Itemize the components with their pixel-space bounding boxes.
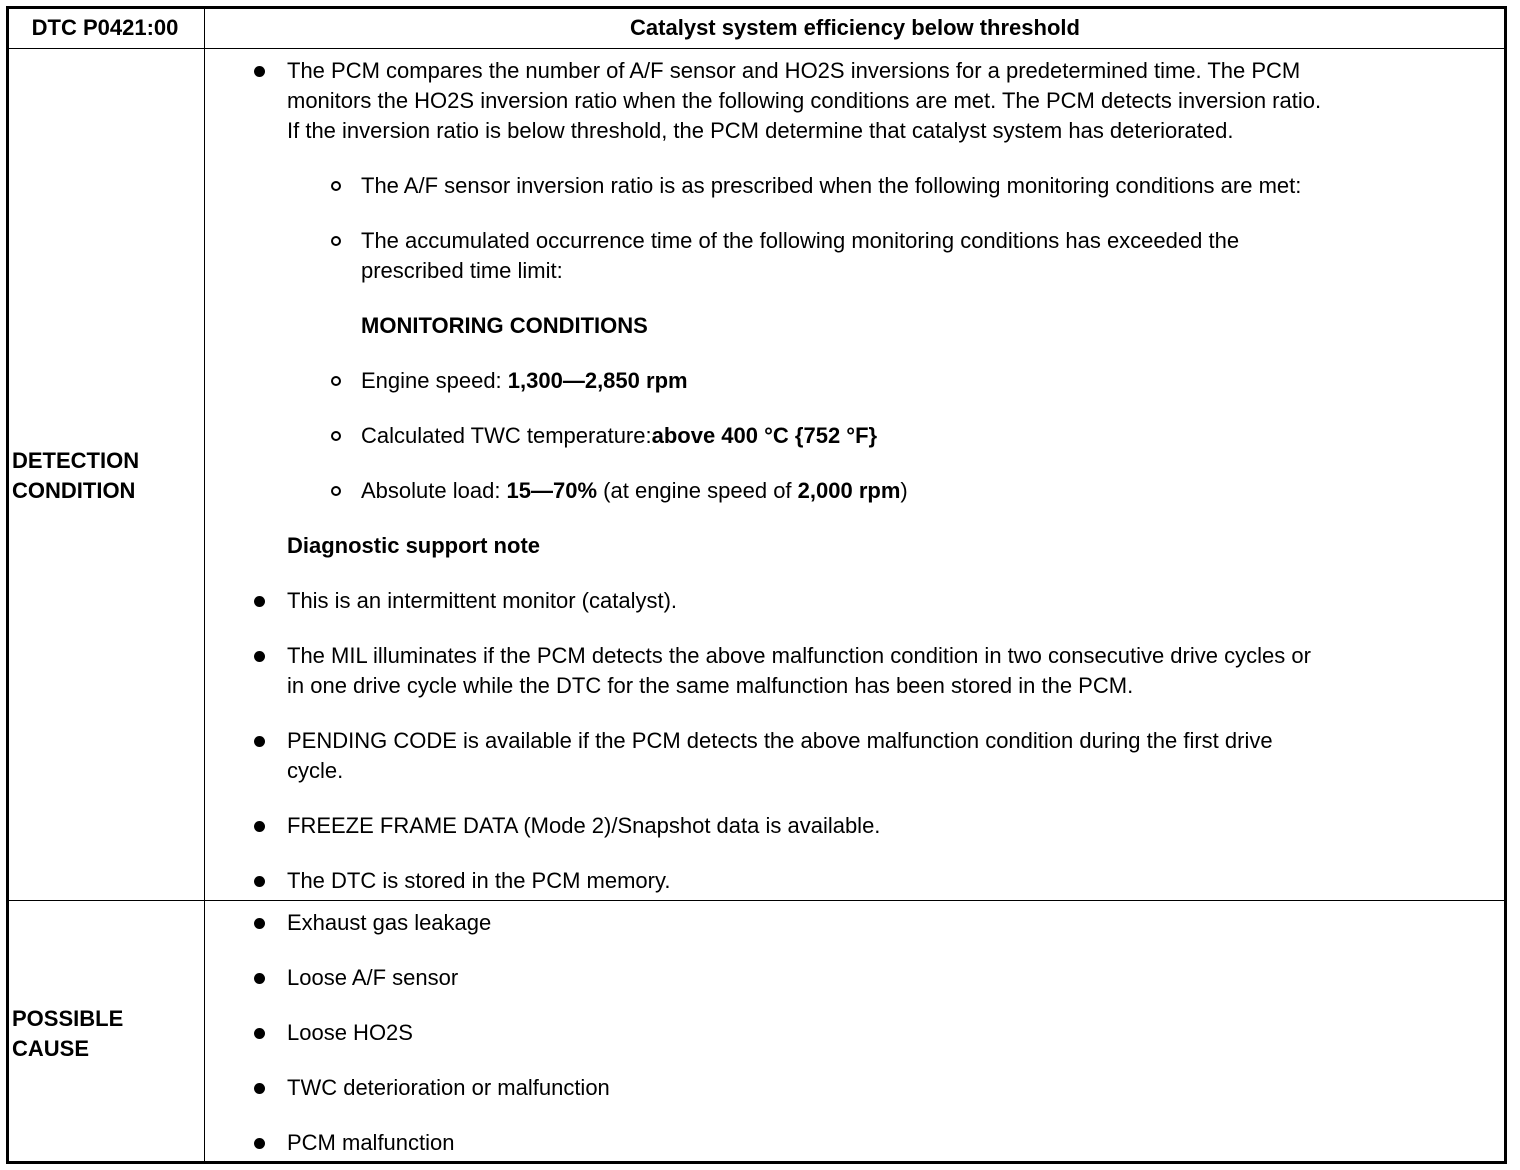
dtc-code: DTC P0421:00 (31, 15, 179, 40)
cause-item: Loose HO2S (287, 1020, 413, 1045)
column-divider (204, 6, 205, 1164)
bullet-icon (254, 821, 265, 832)
cause-item: Loose A/F sensor (287, 965, 459, 990)
note-dtc-stored: The DTC is stored in the PCM memory. (287, 868, 671, 893)
detection-intro: The PCM compares the number of A/F sensor and HO2S inversions for a predetermined time. The PCM monitors the HO2S inversion ratio when the following conditions are met. The PCM detects inversion ratio. If the inversion ratio is below threshold, the PCM determine that catalyst system has deteriorated. (287, 58, 1322, 143)
cause-item: Exhaust gas leakage (287, 910, 492, 935)
bullet-icon (254, 66, 265, 77)
possible-cause-label: POSSIBLE CAUSE (12, 1006, 124, 1061)
bullet-icon (254, 1028, 265, 1039)
bullet-icon (254, 876, 265, 887)
bullet-icon (254, 1083, 265, 1094)
absolute-load-condition: Absolute load: 15—70% (at engine speed of 2,000 rpm) (361, 478, 908, 503)
circle-bullet-icon (331, 236, 341, 246)
dtc-title: Catalyst system efficiency below threshold (630, 15, 1080, 40)
bullet-icon (254, 918, 265, 929)
monitoring-conditions-heading: MONITORING CONDITIONS (361, 313, 648, 338)
note-pending-code: PENDING CODE is available if the PCM detects the above malfunction condition during the first drive cycle. (287, 728, 1273, 783)
note-mil-illuminates: The MIL illuminates if the PCM detects the above malfunction condition in two consecutive drive cycles or in one drive cycle while the DTC for the same malfunction has been stored in the PCM. (287, 643, 1311, 698)
diagnostic-support-heading: Diagnostic support note (287, 533, 540, 558)
bullet-icon (254, 973, 265, 984)
cause-item: PCM malfunction (287, 1130, 455, 1155)
note-intermittent-monitor: This is an intermittent monitor (catalyst). (287, 588, 678, 613)
bullet-icon (254, 596, 265, 607)
twc-temperature-condition: Calculated TWC temperature:above 400 °C {752 °F} (361, 423, 878, 448)
bullet-icon (254, 1138, 265, 1149)
engine-speed-condition: Engine speed: 1,300—2,850 rpm (361, 368, 688, 393)
cause-item: TWC deterioration or malfunction (287, 1075, 610, 1100)
circle-bullet-icon (331, 486, 341, 496)
bullet-icon (254, 736, 265, 747)
detection-condition-label: DETECTION CONDITION (12, 448, 140, 503)
sub-condition-inversion-ratio: The A/F sensor inversion ratio is as prescribed when the following monitoring conditions are met: (361, 173, 1302, 198)
note-freeze-frame: FREEZE FRAME DATA (Mode 2)/Snapshot data is available. (287, 813, 881, 838)
circle-bullet-icon (331, 431, 341, 441)
row-divider (6, 900, 1507, 901)
circle-bullet-icon (331, 181, 341, 191)
bullet-icon (254, 651, 265, 662)
circle-bullet-icon (331, 376, 341, 386)
sub-condition-accumulated-time: The accumulated occurrence time of the following monitoring conditions has exceeded the prescribed time limit: (361, 228, 1240, 283)
header-divider (6, 48, 1507, 49)
